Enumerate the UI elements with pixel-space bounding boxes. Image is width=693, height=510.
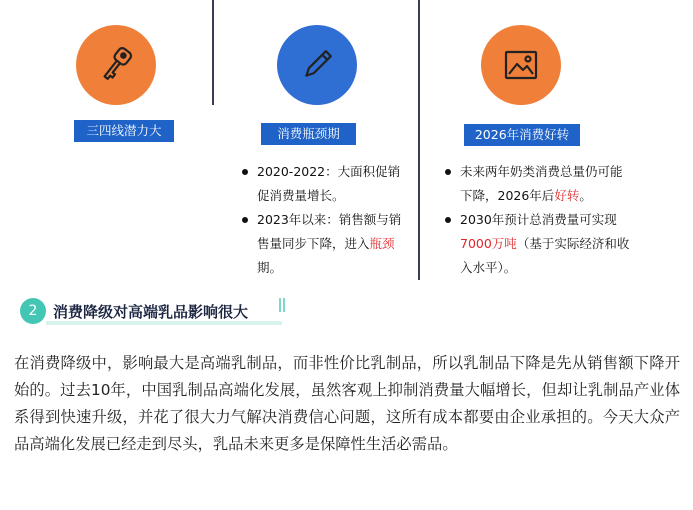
key-icon-circle xyxy=(76,25,156,105)
highlight-text: 7000万吨 xyxy=(460,236,517,251)
section-number-badge: 2 xyxy=(20,298,46,324)
bullet-item: 2020-2022：大面积促销促消费量增长。 xyxy=(240,160,405,208)
column-divider-left xyxy=(212,0,214,105)
section-tick-mark xyxy=(283,298,285,312)
label-tier3-potential: 三四线潜力大 xyxy=(74,120,174,142)
image-icon-circle xyxy=(481,25,561,105)
bullet-item: 2023年以来：销售额与销售量同步下降，进入瓶颈期。 xyxy=(240,208,405,280)
bottleneck-bullet-list xyxy=(240,160,405,280)
section-tick-mark xyxy=(279,298,281,312)
column-divider-right xyxy=(418,0,420,280)
section-heading xyxy=(20,297,285,327)
bullet-item: 未来两年奶类消费总量仍可能下降，2026年后好转。 xyxy=(443,160,631,208)
pen-icon-circle xyxy=(277,25,357,105)
image-icon xyxy=(501,45,541,85)
pen-icon xyxy=(297,45,337,85)
bullet-item: 2030年预计总消费量可实现7000万吨（基于实际经济和收入水平）。 xyxy=(443,208,631,280)
highlight-text: 瓶颈 xyxy=(369,236,395,251)
recovery-bullet-list xyxy=(443,160,631,280)
label-consumption-bottleneck: 消费瓶颈期 xyxy=(261,123,356,145)
section-title: 消费降级对高端乳品影响很大 xyxy=(53,303,249,321)
key-icon xyxy=(96,45,136,85)
highlight-text: 好转 xyxy=(554,188,580,203)
label-2026-recovery: 2026年消费好转 xyxy=(464,124,580,146)
body-paragraph: 在消费降级中，影响最大是高端乳制品，而非性价比乳制品，所以乳制品下降是先从销售额下降开始的。过去10年，中国乳制品高端化发展，虽然客观上抑制消费量大幅增长，但却让乳制品产业体系得到快速升级，并花了很大力气解决消费信心问题，这所有成本都要由企业承担的。今天大众产品高端化发展已经走到尽头，乳品未来更多是保障性生活必需品。 xyxy=(14,354,680,453)
